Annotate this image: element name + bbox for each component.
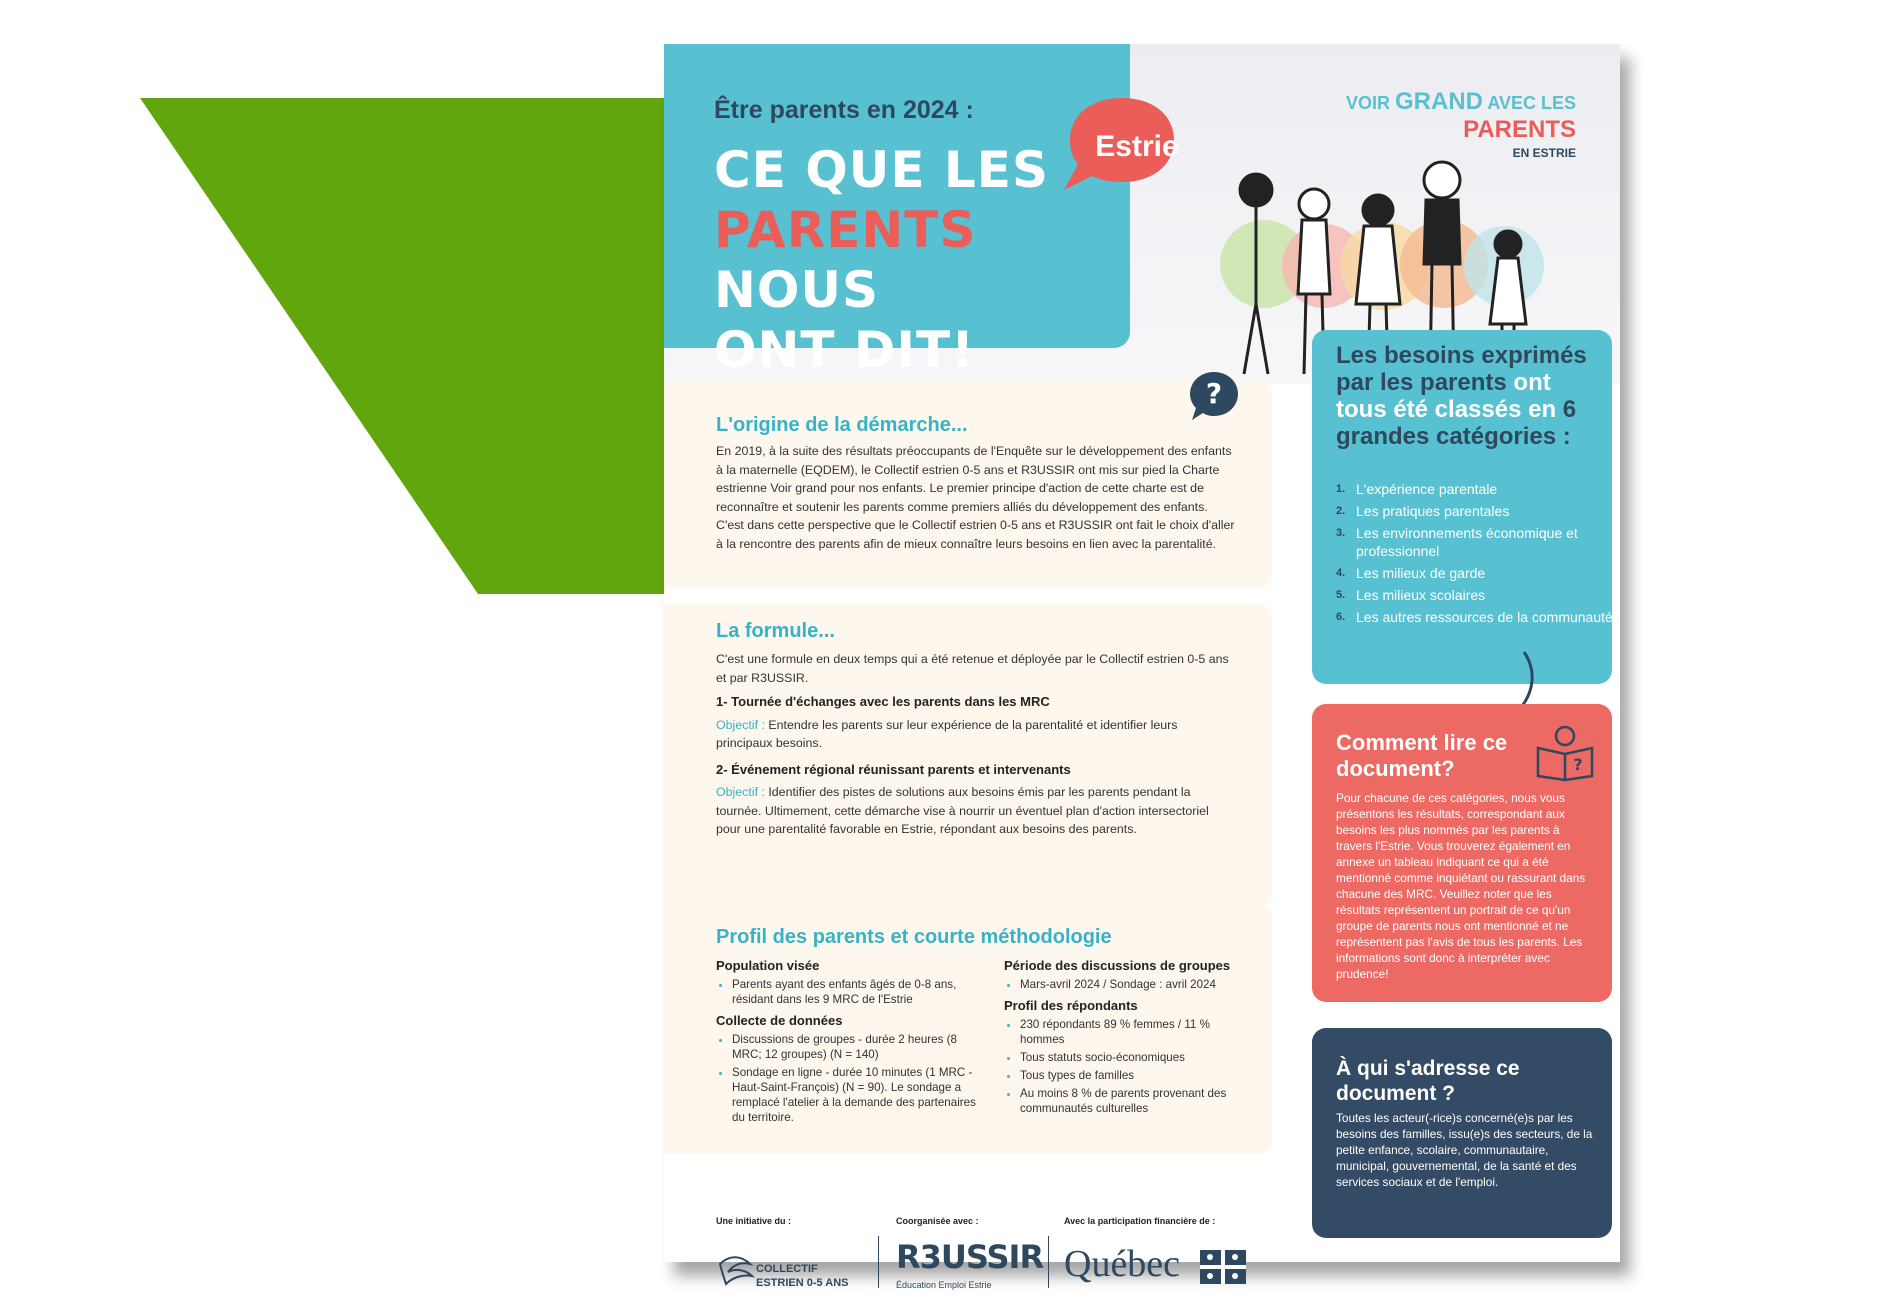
brochure-page [664, 44, 1620, 1290]
step1-objectif-label: Objectif : [716, 717, 765, 732]
periode-heading: Période des discussions de groupes [1004, 958, 1231, 973]
formule-intro: C'est une formule en deux temps qui a été retenue et déployée par le Collectif estrien 0-5 ans et par R3USSIR. [716, 652, 1229, 685]
brand-part-4: PARENTS [1463, 116, 1576, 143]
title-line-1: CE QUE LES [714, 141, 1049, 199]
formule-title: La formule... [716, 620, 835, 642]
header-title-box [664, 44, 1130, 379]
origine-panel [664, 380, 1272, 588]
formule-step2-title: 2- Événement régional réunissant parents et intervenants [716, 761, 1071, 777]
besoins-title-part1: Les besoins exprimés par les parents [1336, 342, 1587, 396]
reussir-logo: R3USSIR [896, 1238, 1044, 1276]
list-item: Les pratiques parentales [1356, 503, 1510, 519]
list-item: • Discussions de groupes - durée 2 heures (8 MRC; 12 groupes) (N = 140) [732, 1032, 976, 1062]
list-item: Les milieux de garde [1356, 565, 1486, 581]
list-item: Les autres ressources de la communauté [1356, 609, 1613, 625]
besoins-title [1336, 342, 1606, 450]
list-item: • Tous statuts socio-économiques [1020, 1050, 1254, 1065]
besoins-title-part3: 6 grandes catégories : [1336, 396, 1577, 450]
list-item: • Tous types de familles [1020, 1068, 1254, 1083]
periode-list [1004, 977, 1254, 992]
repondants-heading: Profil des répondants [1004, 998, 1138, 1013]
collecte-list [716, 1032, 976, 1125]
list-item: • Au moins 8 % de parents provenant des communautés culturelles [1020, 1086, 1254, 1116]
svg-text:?: ? [1205, 377, 1223, 410]
quebec-flag-icon [1200, 1250, 1246, 1284]
collectif-logo-text [756, 1262, 849, 1290]
header-subtitle: Être parents en 2024 : [714, 96, 974, 124]
brand-subtitle: EN ESTRIE [1512, 146, 1576, 160]
adresse-text: Toutes les acteur(-rice)s concerné(e)s par les besoins des familles, issu(e)s des secteurs, de la petite enfance, scolaire, communautaire, municipal, gouvernemental, de la santé et des services sociaux et de l'emploi. [1336, 1111, 1593, 1189]
profil-col-left [716, 952, 976, 1131]
reading-book-icon [1534, 724, 1596, 782]
formule-content [716, 650, 1236, 839]
list-item: • Mars-avril 2024 / Sondage : avril 2024 [1020, 977, 1254, 992]
list-item: L'expérience parentale [1356, 481, 1498, 497]
formule-panel [664, 604, 1272, 908]
title-line-2-rest: NOUS [714, 261, 879, 319]
profil-title: Profil des parents et courte méthodologie [716, 926, 1112, 948]
formule-step1-text [716, 716, 1236, 753]
population-list [716, 977, 976, 1007]
footer-label-initiative: Une initiative du : [716, 1216, 792, 1226]
list-item: Les environnements économique et professionnel [1356, 525, 1578, 559]
adresse-card [1312, 1028, 1612, 1238]
comment-lire-text: Pour chacune de ces catégories, nous vous présentons les résultats, correspondant aux besoins les plus nommés par les parents à travers l'Estrie. Vous trouverez également en annexe un tableau indiquant ce qui a été mentionné comme inquiétant ou rassurant dans chacune des MRC. Veuillez noter que les résultats représentent un portrait de ce qu'un groupe de parents nous ont mentionné et ne représentent pas l'avis de tous les parents. Les informations sont donc à interpréter avec prudence! [1336, 791, 1586, 981]
collectif-line-1: COLLECTIF [756, 1263, 818, 1275]
comment-lire-title: Comment lire ce document? [1336, 730, 1508, 781]
list-item: • Parents ayant des enfants âgés de 0-8 ans, résidant dans les 9 MRC de l'Estrie [732, 977, 976, 1007]
profil-col-right [1004, 952, 1254, 1122]
list-item: Les milieux scolaires [1356, 587, 1486, 603]
step1-objectif-text: Entendre les parents sur leur expérience de la parentalité et identifier leurs principaux besoins. [716, 717, 1178, 750]
svg-text:?: ? [1573, 755, 1583, 774]
formule-step1-title: 1- Tournée d'échanges avec les parents dans les MRC [716, 694, 1050, 709]
list-item: • Sondage en ligne - durée 10 minutes (1 MRC - Haut-Saint-François) (N = 90). Le sondage a remplacé l'atelier à la demande des partenaires du territoire. [732, 1065, 976, 1125]
comment-lire-card [1312, 704, 1612, 1002]
step2-objectif-label: Objectif : [716, 785, 765, 799]
brand-part-3: AVEC LES [1482, 93, 1576, 113]
region-badge: Estrie [1095, 130, 1179, 163]
besoins-list [1336, 480, 1626, 630]
title-line-2 [714, 200, 1130, 320]
repondants-list [1004, 1017, 1254, 1116]
quebec-logo: Québec [1064, 1243, 1181, 1285]
footer-separator [878, 1236, 879, 1288]
collectif-logo-icon [716, 1234, 760, 1292]
origine-text: En 2019, à la suite des résultats préoccupants de l'Enquête sur le développement des enfants à la maternelle (EQDEM), le Collectif estrien 0-5 ans et R3USSIR ont mis sur pied la Charte estrienne Voir grand pour nos enfants. Le premier principe d'action de cette charte est de reconnaître et soutenir les parents comme premiers alliés du développement des enfants. C'est dans cette perspective que le Collectif estrien 0-5 ans et R3USSIR ont fait le choix d'aller à la rencontre des parents afin de mieux connaître leurs besoins en lien avec la parentalité. [716, 444, 1235, 551]
question-bubble-icon [1188, 370, 1240, 422]
besoins-card [1312, 330, 1612, 684]
population-heading: Population visée [716, 958, 820, 973]
collecte-heading: Collecte de données [716, 1013, 843, 1028]
reussir-logo-subtitle: Éducation Emploi Estrie [896, 1280, 992, 1290]
title-line-3: ONT DIT! [714, 321, 975, 379]
brand-logo [1276, 88, 1576, 160]
profil-panel [664, 904, 1272, 1154]
origine-title: L'origine de la démarche... [716, 414, 968, 436]
footer-label-financiere: Avec la participation financière de : [1064, 1216, 1216, 1226]
brand-part-1: VOIR [1345, 93, 1395, 113]
step2-objectif-text: Identifier des pistes de solutions aux besoins émis par les parents pendant la tournée. Ultimement, cette démarche vise à nourrir un éventuel plan d'action intersectoriel pour une parentalité favorable en Estrie, répondant aux besoins des parents. [716, 785, 1209, 836]
brand-part-2: GRAND [1394, 88, 1483, 115]
footer-label-coorganisee: Coorganisée avec : [896, 1216, 979, 1226]
besoins-title-part2: ont tous été classés en [1336, 369, 1563, 423]
formule-step2-text [716, 783, 1236, 839]
adresse-title: À qui s'adresse ce document ? [1336, 1057, 1520, 1105]
collectif-line-2: ESTRIEN 0-5 ANS [756, 1277, 849, 1289]
footer-separator [1048, 1236, 1049, 1288]
title-parents-word: PARENTS [714, 201, 977, 259]
brand-wordmark [1276, 88, 1576, 144]
list-item: • 230 répondants 89 % femmes / 11 % hommes [1020, 1017, 1254, 1047]
